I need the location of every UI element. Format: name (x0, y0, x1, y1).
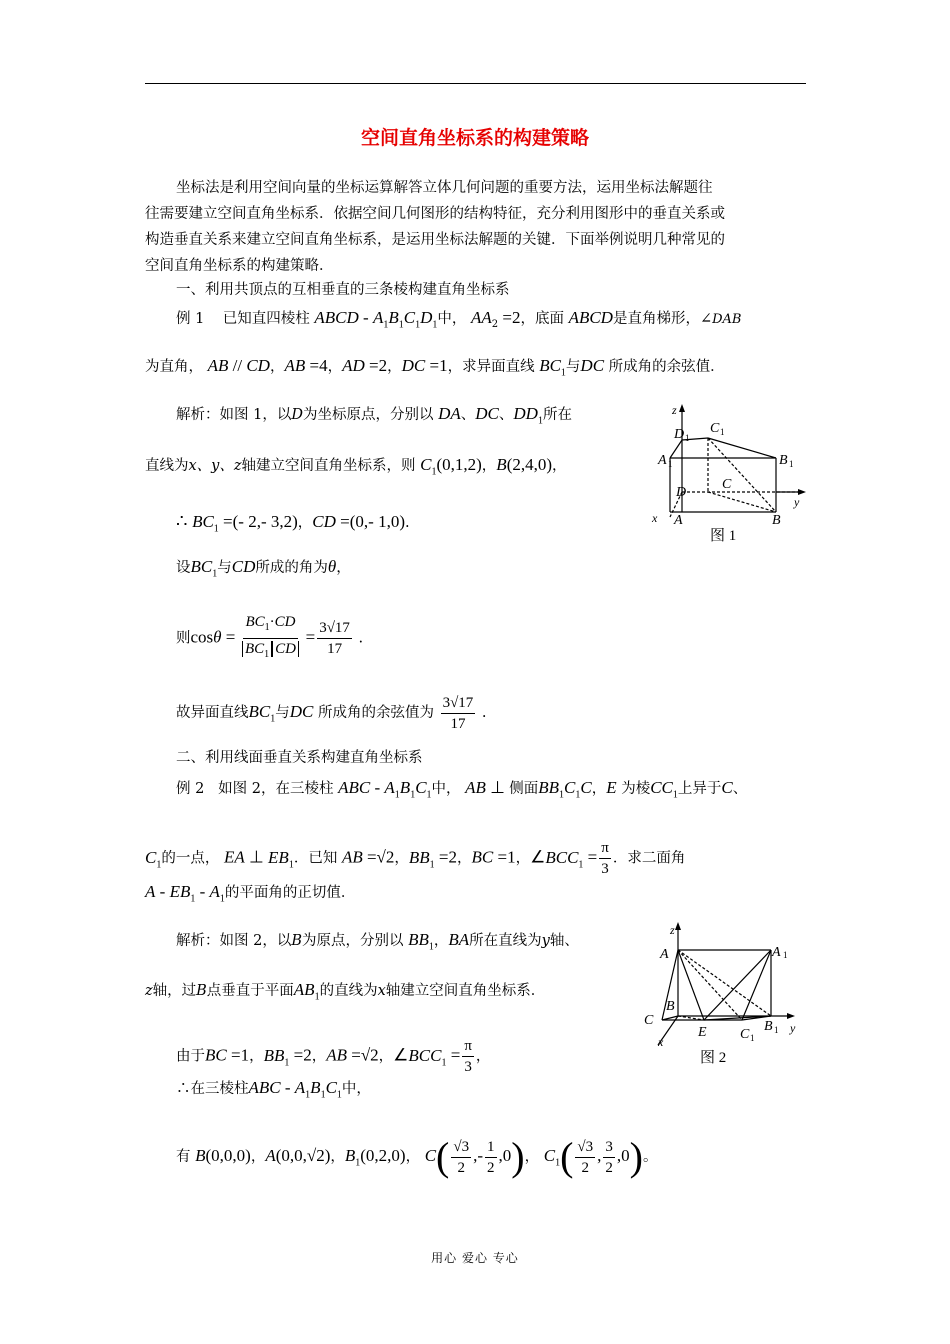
svg-text:A: A (660, 947, 669, 962)
page-footer: 用心 爱心 专心 (431, 1251, 519, 1265)
figure-2-caption: 图 2 (700, 1050, 727, 1066)
svg-text:A: A (658, 453, 667, 468)
svg-text:1: 1 (774, 1025, 779, 1035)
page-title: 空间直角坐标系的构建策略 (360, 127, 589, 149)
svg-text:C: C (740, 1027, 750, 1042)
solution1-vectors: ∴ $BC_1$ =(- 2,- 3,2)，CD =(0,- 1,0). (176, 511, 410, 535)
solution1-line-2: 直线为x、y、z轴建立空间直角坐标系，则 $C_1(0,1,2)$，B(2,4,0)， (145, 455, 567, 478)
svg-text:x: x (658, 1035, 664, 1049)
svg-text:1: 1 (750, 1033, 755, 1043)
svg-text:x: x (652, 511, 658, 525)
figure-1-prism (648, 402, 808, 544)
figure-1-caption: 图 1 (710, 528, 737, 544)
svg-text:B: B (764, 1019, 773, 1034)
example2-statement-2: $C_1$的一点， EA ⊥ $EB_1$．已知 AB =√2，$BB_1 =2$，BC =1，$\angle BCC_1$ = $\frac{\pi}{3}$ ．求二面角 (145, 840, 686, 877)
svg-text:y: y (790, 1021, 796, 1035)
svg-text:B: B (666, 999, 675, 1014)
svg-text:C: C (710, 421, 720, 436)
svg-text:B: B (779, 453, 788, 468)
figure-2-prism (636, 920, 806, 1070)
svg-text:A: A (674, 513, 683, 528)
example2-statement-3: A - $EB_1 - A_1$的平面角的正切值． (145, 882, 356, 905)
solution2-line-1: 解析：如图 2，以B为原点，分别以 $BB_1$，BA所在直线为y轴、 (176, 930, 579, 953)
svg-text:D: D (674, 427, 685, 442)
svg-text:1: 1 (720, 427, 725, 437)
intro-line-2: 往需要建立空间直角坐标系．依据空间几何图形的结构特征，充分利用图形中的垂直关系或 (145, 206, 725, 222)
svg-text:y: y (794, 495, 800, 509)
svg-text:z: z (672, 403, 677, 417)
intro-line-3: 构造垂直关系来建立空间直角坐标系，是运用坐标法解题的关键．下面举例说明几种常见的 (145, 232, 725, 248)
svg-text:1: 1 (685, 433, 690, 443)
intro-line-1: 坐标法是利用空间向量的坐标运算解答立体几何问题的重要方法，运用坐标法解题往 (176, 180, 713, 196)
svg-text:D: D (676, 485, 687, 500)
solution2-coordinates: 有 B(0,0,0)，A(0,0,√2)，$B_1(0,2,0)$， C( $\frac{√3}{2}$ ,- $\frac{1}{2}$ ,0)， $C_1$( $\frac{√3}{2}$ , $\frac{3}{2}$ ,0)。 (176, 1134, 658, 1179)
svg-text:C: C (644, 1013, 654, 1028)
section1-heading: 一、利用共顶点的互相垂直的三条棱构建直角坐标系 (176, 282, 510, 298)
svg-text:z: z (670, 923, 675, 937)
svg-text:C: C (722, 477, 732, 492)
section2-heading: 二、利用线面垂直关系构建直角坐标系 (176, 750, 423, 766)
solution1-line-1: 解析：如图 1，以D为坐标原点，分别以 DA、DC、$DD_1$所在 (176, 404, 572, 427)
intro-line-4: 空间直角坐标系的构建策略． (145, 258, 334, 274)
solution1-cos-formula: 则cosθ = $\frac{BC_1\cdot CD}{BC_1 CD}$ = $\frac{3√17}{17}$ . (176, 614, 364, 660)
solution1-let-theta: 设$BC_1$与CD所成的角为θ， (176, 557, 351, 580)
solution2-line-2: z轴，过B点垂直于平面$AB_1$的直线为x轴建立空间直角坐标系． (145, 980, 546, 1003)
svg-text:1: 1 (783, 950, 788, 960)
example2-statement: 例 2 如图 2，在三棱柱 ABC - $A_1B_1C_1$中， AB ⊥ 侧面$BB_1C_1C$，E 为棱$CC_1$上异于C、 (176, 778, 748, 801)
svg-text:A: A (772, 945, 781, 960)
svg-text:1: 1 (789, 459, 794, 469)
solution2-given: 由于BC =1，$BB_1 =2$，AB =√2，$\angle BCC_1$ = $\frac{\pi}{3}$ ， (176, 1038, 491, 1075)
example1-statement: 例 1 已知直四棱柱 ABCD - $A_1B_1C_1D_1$中， $AA_2 =2$，底面 ABCD是直角梯形，∠DAB (176, 308, 742, 331)
solution1-answer: 故异面直线$BC_1$与DC 所成角的余弦值为 $\frac{3√17}{17}$ . (176, 694, 487, 732)
header-rule (145, 83, 806, 84)
svg-text:B: B (772, 513, 781, 528)
solution2-prism: ∴在三棱柱ABC - $A_1B_1C_1$中， (176, 1078, 371, 1101)
svg-text:1: 1 (668, 459, 673, 469)
example1-statement-2: 为直角， AB // CD，AB =4，AD =2，DC =1，求异面直线 $BC_1$与DC 所成角的余弦值． (145, 356, 725, 379)
svg-text:E: E (698, 1025, 707, 1040)
